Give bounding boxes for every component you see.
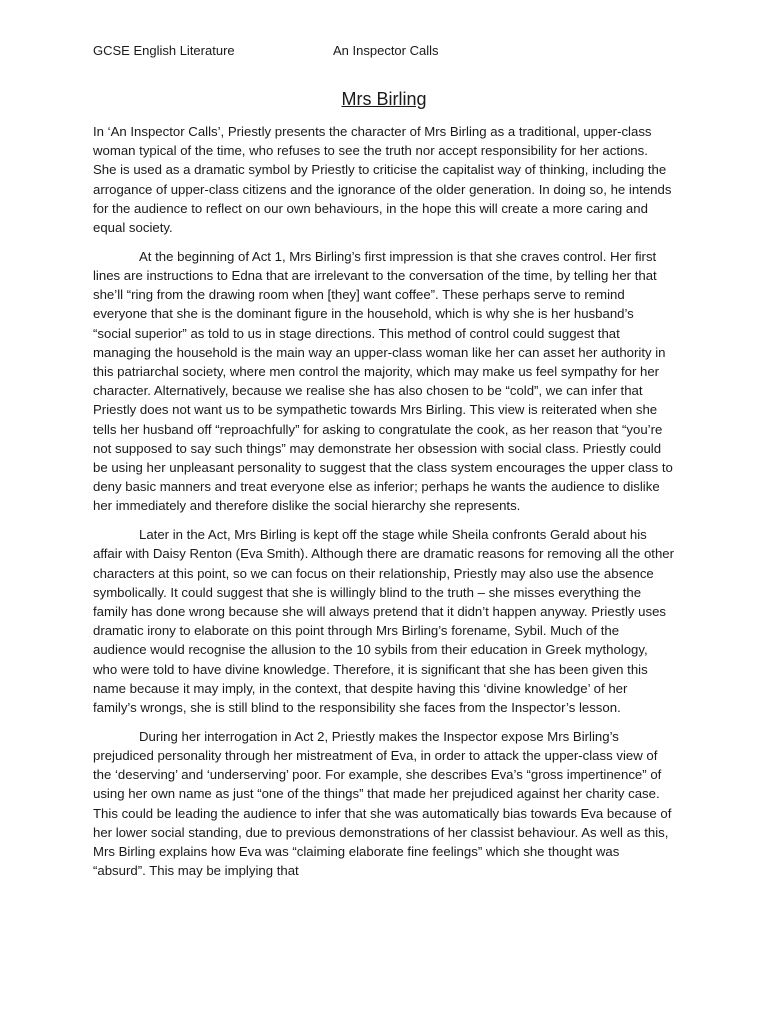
document-title: Mrs Birling — [341, 89, 427, 109]
paragraph-act2: During her interrogation in Act 2, Priestly makes the Inspector expose Mrs Birling’s prejudiced personality through her mistreatment of Eva, in order to attack the upper-class view of the ‘deserving’ and ‘underserving’ poor. For example, she describes Eva’s “gross impertinence” of using her own name as just “one of the things” that made her prejudiced against her charity case. This could be leading the audience to infer that she was automatically bias towards Eva because of her lower social standing, due to previous demonstrations of her classist behaviour. As well as this, Mrs Birling explains how Eva was “claiming elaborate fine feelings” which she thought was “absurd”. This may be implying that — [93, 728, 672, 879]
document-body — [93, 122, 674, 890]
header-subject: GCSE English Literature — [93, 43, 235, 58]
paragraph-act1-later: Later in the Act, Mrs Birling is kept off the stage while Sheila confronts Gerald about his affair with Daisy Renton (Eva Smith). Although there are dramatic reasons for removing all the other characters at this point, so we can focus on their relationship, Priestly may also use the absence symbolically. It could suggest that she is willingly blind to the truth – she misses everything the family has done wrong because she will always pretend that it didn’t happen anyway. Priestly uses dramatic irony to elaborate on this point through Mrs Birling’s forename, Sybil. Much of the audience would recognise the allusion to the 10 sybils from their education in Greek mythology, who were told to have divine knowledge. Therefore, it is significant that she has been given this name because it may imply, in the context, that despite having this ‘divine knowledge’ of her family’s wrongs, she is still blind to the responsibility she faces from the Inspector’s lesson. — [93, 527, 675, 716]
header-text-title: An Inspector Calls — [333, 43, 439, 58]
paragraph-intro: In ‘An Inspector Calls’, Priestly presents the character of Mrs Birling as a traditional, upper-class woman typical of the time, who refuses to see the truth nor accept responsibility for her actions. She is used as a dramatic symbol by Priestly to criticise the capitalist way of thinking, including the arrogance of upper-class citizens and the ignorance of the older generation. In doing so, he intends for the audience to reflect on our own behaviours, in the hope this will create a more caring and equal society. — [93, 124, 672, 236]
paragraph-act1-beginning: At the beginning of Act 1, Mrs Birling’s first impression is that she craves control. Her first lines are instructions to Edna that are irrelevant to the conversation of the time, by telling her that she’ll “ring from the drawing room when [they] want coffee”. These perhaps serve to remind everyone that she is the dominant figure in the household, which is why she is her husband’s “social superior” as told to us in stage directions. This method of control could suggest that managing the household is the main way an upper-class woman like her can asset her authority in this patriarchal society, where men control the majority, which may make us feel sympathy for her character. Alternatively, because we realise she has also chosen to be “cold”, we can infer that Priestly does not want us to be sympathetic towards Mrs Birling. This view is reiterated when she tells her husband off “reproachfully” for asking to congratulate the cook, as her reason that “you’re not supposed to say such things” may demonstrate her obsession with social class. Priestly could be using her unpleasant personality to suggest that the class system encourages the upper class to deny basic manners and treat everyone else as inferior; perhaps he wants the audience to dislike her immediately and therefore dislike the social hierarchy she represents. — [93, 248, 673, 514]
